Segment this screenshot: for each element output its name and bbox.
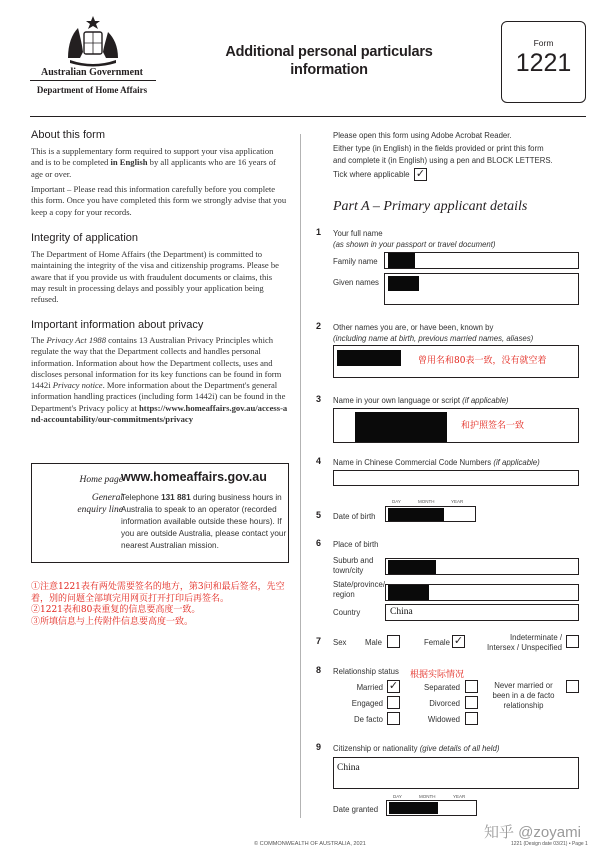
header-rule bbox=[30, 80, 156, 81]
redaction bbox=[388, 253, 415, 268]
country-label: Country bbox=[333, 608, 361, 617]
q2-annotation: 曾用名和80表一致，没有就空着 bbox=[418, 356, 547, 366]
indeterminate-checkbox[interactable] bbox=[566, 635, 579, 648]
q8-label: Relationship status bbox=[333, 667, 399, 676]
redaction bbox=[337, 350, 401, 366]
country-value: China bbox=[390, 607, 413, 617]
q2-number: 2 bbox=[316, 321, 322, 331]
separated-label: Separated bbox=[424, 683, 460, 692]
home-page-label: Home page bbox=[79, 475, 123, 485]
commercial-code-input[interactable] bbox=[333, 470, 579, 486]
government-name: Australian Government bbox=[41, 67, 143, 78]
married-checkbox[interactable]: ✓ bbox=[388, 680, 399, 692]
q6-label: Place of birth bbox=[333, 540, 379, 549]
de-facto-label: De facto bbox=[353, 715, 383, 724]
part-a-heading: Part A – Primary applicant details bbox=[333, 199, 528, 214]
dob-year-label: YEAR bbox=[451, 499, 464, 504]
country-input[interactable] bbox=[385, 604, 579, 621]
q3-annotation: 和护照签名一致 bbox=[461, 421, 525, 431]
state-label: State/province/ region bbox=[333, 580, 386, 599]
form-title bbox=[214, 43, 444, 79]
privacy-paragraph: The Privacy Act 1988 contains 13 Australian Privacy Principles which regulate the way that the Department collects and handles personal information. Information about how the Department collects, uses and discloses personal information for its key functions can be found in form 1442i Privacy notice. More information about the Department's general information handling practices (including form 1442i) can be found in the Department's Privacy policy at https://www.homeaffairs.gov.au/access-and-accountability/our-commitments/privacy bbox=[31, 335, 288, 425]
q5-number: 5 bbox=[316, 510, 322, 520]
family-name-label: Family name bbox=[333, 257, 378, 266]
redaction bbox=[388, 560, 436, 574]
copyright: © COMMONWEALTH OF AUSTRALIA, 2021 bbox=[254, 841, 366, 847]
redaction bbox=[388, 508, 444, 521]
q6-number: 6 bbox=[316, 538, 322, 548]
q4-label: Name in Chinese Commercial Code Numbers (if applicable) bbox=[333, 458, 540, 467]
indeterminate-label: Indeterminate / Intersex / Unspecified bbox=[487, 633, 562, 652]
integrity-paragraph: The Department of Home Affairs (the Department) is committed to maintaining the integrity of the visa and citizenship programs. Please be aware that if you provide us with fraudulent documents or claims, this may result in processing delays and possibly your application being refused. bbox=[31, 249, 279, 305]
redaction bbox=[388, 276, 419, 291]
divorced-label: Divorced bbox=[429, 699, 460, 708]
q7-number: 7 bbox=[316, 636, 322, 646]
column-divider bbox=[300, 134, 301, 818]
divorced-checkbox[interactable] bbox=[465, 696, 478, 709]
q3-label: Name in your own language or script (if applicable) bbox=[333, 396, 509, 405]
citizenship-value: China bbox=[337, 763, 360, 773]
coat-of-arms-icon bbox=[62, 14, 124, 68]
date-granted-label: Date granted bbox=[333, 805, 379, 814]
de-facto-checkbox[interactable] bbox=[387, 712, 400, 725]
watermark: 知乎 @zoyami bbox=[484, 824, 581, 841]
suburb-label: Suburb and town/city bbox=[333, 556, 374, 575]
redaction bbox=[389, 802, 438, 814]
dob-day-label: DAY bbox=[392, 499, 401, 504]
granted-month-label: MONTH bbox=[419, 794, 436, 799]
female-checkbox[interactable]: ✓ bbox=[453, 635, 464, 647]
note-line-2: ②1221表和80表重复的信息要高度一致。 bbox=[31, 605, 201, 615]
tick-label: Tick where applicable bbox=[333, 170, 410, 179]
q9-label: Citizenship or nationality (give details of all held) bbox=[333, 744, 500, 753]
q8-annotation: 根据实际情况 bbox=[410, 670, 465, 680]
phone-info: Telephone 131 881 during business hours in Australia to speak to an operator (recorded information available outside these hours). If you are outside Australia, please contact your nearest Australian mission. bbox=[121, 493, 287, 550]
never-married-checkbox[interactable] bbox=[566, 680, 579, 693]
enquiry-label: General enquiry line bbox=[77, 493, 123, 515]
male-checkbox[interactable] bbox=[387, 635, 400, 648]
given-names-label: Given names bbox=[333, 278, 379, 287]
integrity-heading: Integrity of application bbox=[31, 232, 139, 244]
q9-number: 9 bbox=[316, 742, 322, 752]
redaction bbox=[355, 412, 447, 442]
q1-number: 1 bbox=[316, 227, 322, 237]
never-married-label: Never married or been in a de facto relationship bbox=[492, 681, 555, 710]
granted-year-label: YEAR bbox=[453, 794, 466, 799]
q8-number: 8 bbox=[316, 665, 322, 675]
engaged-checkbox[interactable] bbox=[387, 696, 400, 709]
redaction bbox=[388, 585, 429, 600]
privacy-policy-link[interactable]: https://www.homeaffairs.gov.au/access-and-accountability/our-commitments/privacy bbox=[31, 402, 288, 425]
female-label: Female bbox=[424, 638, 450, 647]
form-title-line1: Additional personal particulars bbox=[225, 44, 433, 60]
form-label: Form bbox=[533, 38, 554, 48]
married-label: Married bbox=[356, 683, 383, 692]
widowed-checkbox[interactable] bbox=[465, 712, 478, 725]
q3-number: 3 bbox=[316, 394, 322, 404]
instructions: Please open this form using Adobe Acrobat Reader. Either type (in English) in the fields provided or print this form and complete it (in English) using a pen and BLOCK LETTERS. bbox=[333, 131, 553, 166]
widowed-label: Widowed bbox=[427, 715, 460, 724]
form-title-line2: information bbox=[290, 62, 368, 78]
q2-label: Other names you are, or have been, known by (including name at birth, previous married names, aliases) bbox=[333, 323, 534, 343]
about-paragraph-2: Important – Please read this information carefully before you complete this form. Once you have completed this form we strongly advise that you keep a copy for your records. bbox=[31, 184, 287, 217]
top-divider bbox=[30, 116, 586, 117]
form-reference: 1221 (Design date 03/21) • Page 1 bbox=[511, 841, 588, 847]
department-name: Department of Home Affairs bbox=[36, 85, 148, 95]
granted-day-label: DAY bbox=[393, 794, 402, 799]
about-heading: About this form bbox=[31, 129, 105, 141]
form-number: 1221 bbox=[515, 49, 572, 77]
male-label: Male bbox=[365, 638, 382, 647]
dob-month-label: MONTH bbox=[418, 499, 435, 504]
q7-label: Sex bbox=[333, 638, 347, 647]
tick-example-box: ✓ bbox=[415, 168, 426, 180]
q4-number: 4 bbox=[316, 456, 322, 466]
handwritten-note bbox=[31, 582, 293, 628]
about-paragraph-1: This is a supplementary form required to support your visa application and is to be completed in English by all applicants who are 16 years of age or over. bbox=[31, 146, 276, 179]
separated-checkbox[interactable] bbox=[465, 680, 478, 693]
note-line-1: ①注意1221表有两处需要签名的地方，第3问和最后签名，先空着，别的问题全部填完用网页打开打印后再签名。 bbox=[31, 582, 285, 604]
citizenship-input[interactable] bbox=[333, 757, 579, 789]
q5-label: Date of birth bbox=[333, 512, 376, 521]
note-line-3: ③所填信息与上传附件信息要高度一致。 bbox=[31, 616, 194, 627]
engaged-label: Engaged bbox=[351, 699, 383, 708]
home-page-url[interactable]: www.homeaffairs.gov.au bbox=[121, 470, 267, 484]
q1-label: Your full name (as shown in your passport or travel document) bbox=[333, 229, 496, 249]
privacy-heading: Important information about privacy bbox=[31, 319, 204, 331]
